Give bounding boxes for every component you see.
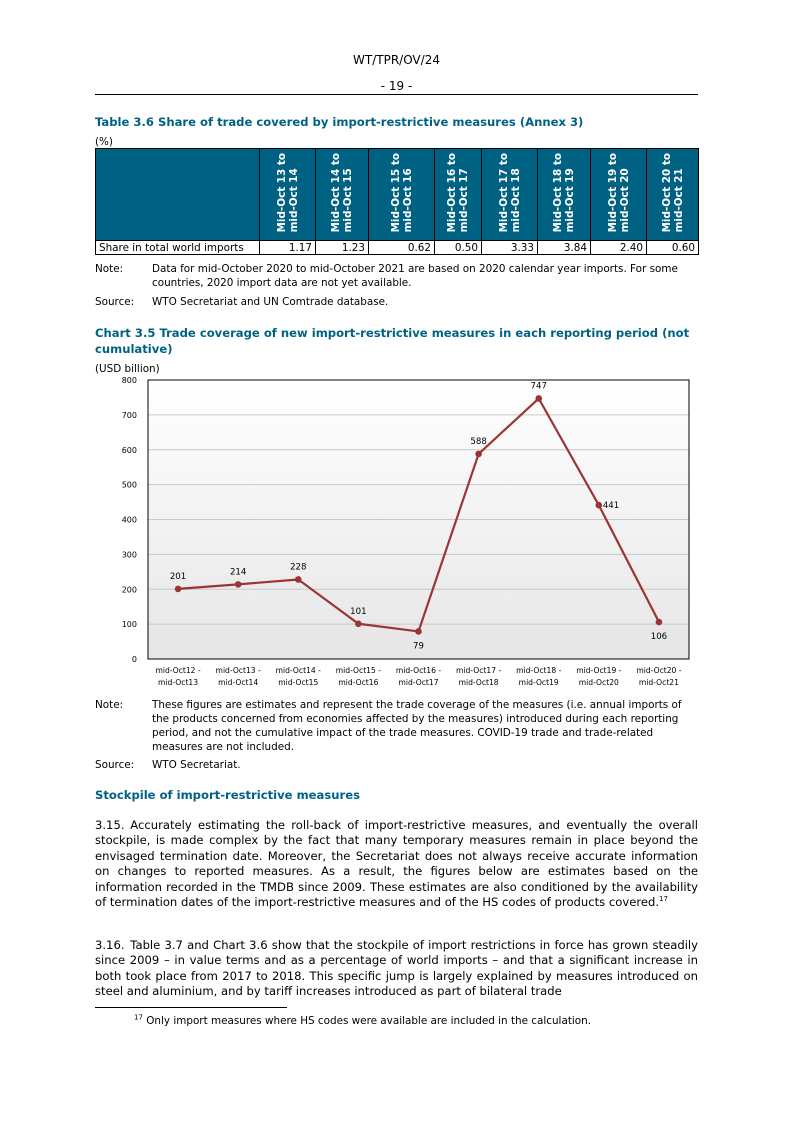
page-number: - 19 - (380, 79, 413, 93)
table-unit: (%) (95, 136, 113, 148)
table-cell: 2.40 (591, 241, 647, 255)
data-point (475, 451, 482, 458)
table-cell: 0.62 (369, 241, 435, 255)
header-rule (95, 94, 698, 95)
data-label: 228 (290, 562, 307, 573)
footnote-ref: 17 (659, 895, 668, 904)
section-heading: Stockpile of import-restrictive measures (95, 788, 360, 802)
column-header: Mid-Oct 20 to mid-Oct 21 (647, 149, 699, 241)
table-cell: 0.60 (647, 241, 699, 255)
x-tick-label: mid-Oct18 (458, 678, 499, 687)
data-label: 588 (470, 436, 487, 447)
note-label: Note: (95, 699, 124, 711)
y-tick-label: 700 (121, 410, 137, 420)
trade-coverage-chart (95, 372, 698, 692)
table-cell: 3.33 (482, 241, 538, 255)
note-label: Note: (95, 263, 124, 275)
table-header-blank (96, 149, 260, 241)
data-point (235, 581, 242, 588)
data-label: 79 (413, 641, 424, 652)
trade-share-table (95, 148, 699, 255)
y-tick-label: 600 (121, 445, 137, 455)
table-source (95, 295, 698, 309)
data-point (596, 502, 603, 509)
note-text: These figures are estimates and represent the trade coverage of the measures (i.e. annual imports of the products concerned from economies affected by the measures) introduced during each reporting period, and not the cumulative impact of the trade measures. COVID-19 trade and trade-related measures are not included. (152, 699, 682, 753)
document-symbol: WT/TPR/OV/24 (353, 53, 440, 67)
data-label: 214 (229, 567, 247, 578)
table-cell: 1.23 (316, 241, 369, 255)
chart-svg (95, 372, 698, 692)
x-tick-label: mid-Oct15 - (335, 666, 382, 675)
data-point (656, 619, 663, 626)
x-tick-label: mid-Oct13 - (215, 666, 261, 675)
y-tick-label: 300 (121, 550, 137, 560)
data-point (295, 576, 302, 583)
data-label: 747 (530, 381, 547, 392)
column-header: Mid-Oct 15 to mid-Oct 16 (369, 149, 435, 241)
table-row (96, 241, 699, 255)
y-tick-label: 200 (121, 585, 137, 595)
note-text: Data for mid-October 2020 to mid-October 2021 are based on 2020 calendar year imports. For some countries, 2020 import data are not yet available. (152, 263, 678, 289)
chart-y-unit: (USD billion) (95, 363, 160, 375)
table-note (95, 262, 698, 290)
x-tick-label: mid-Oct14 - (275, 666, 321, 675)
footnote-text: Only import measures where HS codes were available are included in the calculation. (146, 1015, 592, 1027)
row-label: Share in total world imports (96, 241, 260, 255)
data-point (415, 628, 422, 635)
data-point (535, 395, 542, 402)
source-label: Source: (95, 296, 135, 308)
x-tick-label: mid-Oct18 - (516, 666, 562, 675)
chart-title: Chart 3.5 Trade coverage of new import-restrictive measures in each reporting period (not cumulative) (95, 326, 690, 356)
data-label: 101 (350, 606, 367, 617)
x-tick-label: mid-Oct19 - (576, 666, 622, 675)
column-header: Mid-Oct 13 to mid-Oct 14 (260, 149, 316, 241)
x-tick-label: mid-Oct17 (398, 678, 439, 687)
footnote-rule (95, 1007, 287, 1008)
column-header: Mid-Oct 18 to mid-Oct 19 (538, 149, 591, 241)
x-tick-label: mid-Oct16 - (395, 666, 442, 675)
data-label: 106 (650, 632, 668, 643)
footnote (134, 1015, 591, 1027)
x-tick-label: mid-Oct20 - (636, 666, 682, 675)
table-cell: 3.84 (538, 241, 591, 255)
y-tick-label: 500 (121, 480, 137, 490)
column-header: Mid-Oct 14 to mid-Oct 15 (316, 149, 369, 241)
y-tick-label: 800 (121, 376, 137, 385)
x-tick-label: mid-Oct19 (518, 678, 559, 687)
table-title: Table 3.6 Share of trade covered by import-restrictive measures (Annex 3) (95, 115, 584, 129)
column-header: Mid-Oct 16 to mid-Oct 17 (435, 149, 482, 241)
x-tick-label: mid-Oct17 - (455, 666, 502, 675)
source-text: WTO Secretariat and UN Comtrade database. (152, 296, 389, 308)
data-label: 201 (169, 571, 187, 582)
paragraph-3-15: 3.15. Accurately estimating the roll-back of import-restrictive measures, and eventually the overall stockpile, is made complex by the fact that many temporary measures remain in place beyond the envisaged termination date. Moreover, the Secretariat does not always receive accurate information on changes to reported measures. As a result, the figures below are estimates based on the information recorded in the TMDB since 2009. These estimates are also conditioned by the availability of termination dates of the import-restrictive measures and of the HS codes of products covered.$^{17}$ (95, 818, 698, 910)
data-label: 441 (602, 501, 620, 512)
column-header: Mid-Oct 19 to mid-Oct 20 (591, 149, 647, 241)
y-tick-label: 400 (121, 515, 137, 525)
y-tick-label: 0 (131, 655, 137, 664)
x-tick-label: mid-Oct12 - (155, 666, 201, 675)
y-tick-label: 100 (121, 620, 137, 630)
chart-note (95, 698, 698, 754)
x-tick-label: mid-Oct13 (158, 678, 199, 687)
source-label: Source: (95, 759, 135, 771)
table-cell: 0.50 (435, 241, 482, 255)
x-tick-label: mid-Oct16 (338, 678, 379, 687)
paragraph-3-16: 3.16. Table 3.7 and Chart 3.6 show that the stockpile of import restrictions in force has grown steadily since 2009 – in value terms and as a percentage of world imports – and that a significant increase in both took place from 2017 to 2018. This specific jump is largely explained by measures introduced on steel and aluminium, and by tariff increases introduced as part of bilateral trade (95, 938, 698, 999)
x-tick-label: mid-Oct15 (278, 678, 319, 687)
footnote-number: 17 (134, 1013, 143, 1022)
chart-source (95, 758, 698, 772)
x-tick-label: mid-Oct14 (218, 678, 259, 687)
column-header: Mid-Oct 17 to mid-Oct 18 (482, 149, 538, 241)
table-cell: 1.17 (260, 241, 316, 255)
x-tick-label: mid-Oct21 (638, 678, 679, 687)
source-text: WTO Secretariat. (152, 759, 241, 771)
data-point (355, 620, 362, 627)
data-point (175, 586, 182, 593)
x-tick-label: mid-Oct20 (578, 678, 619, 687)
table-header-row (96, 149, 699, 241)
